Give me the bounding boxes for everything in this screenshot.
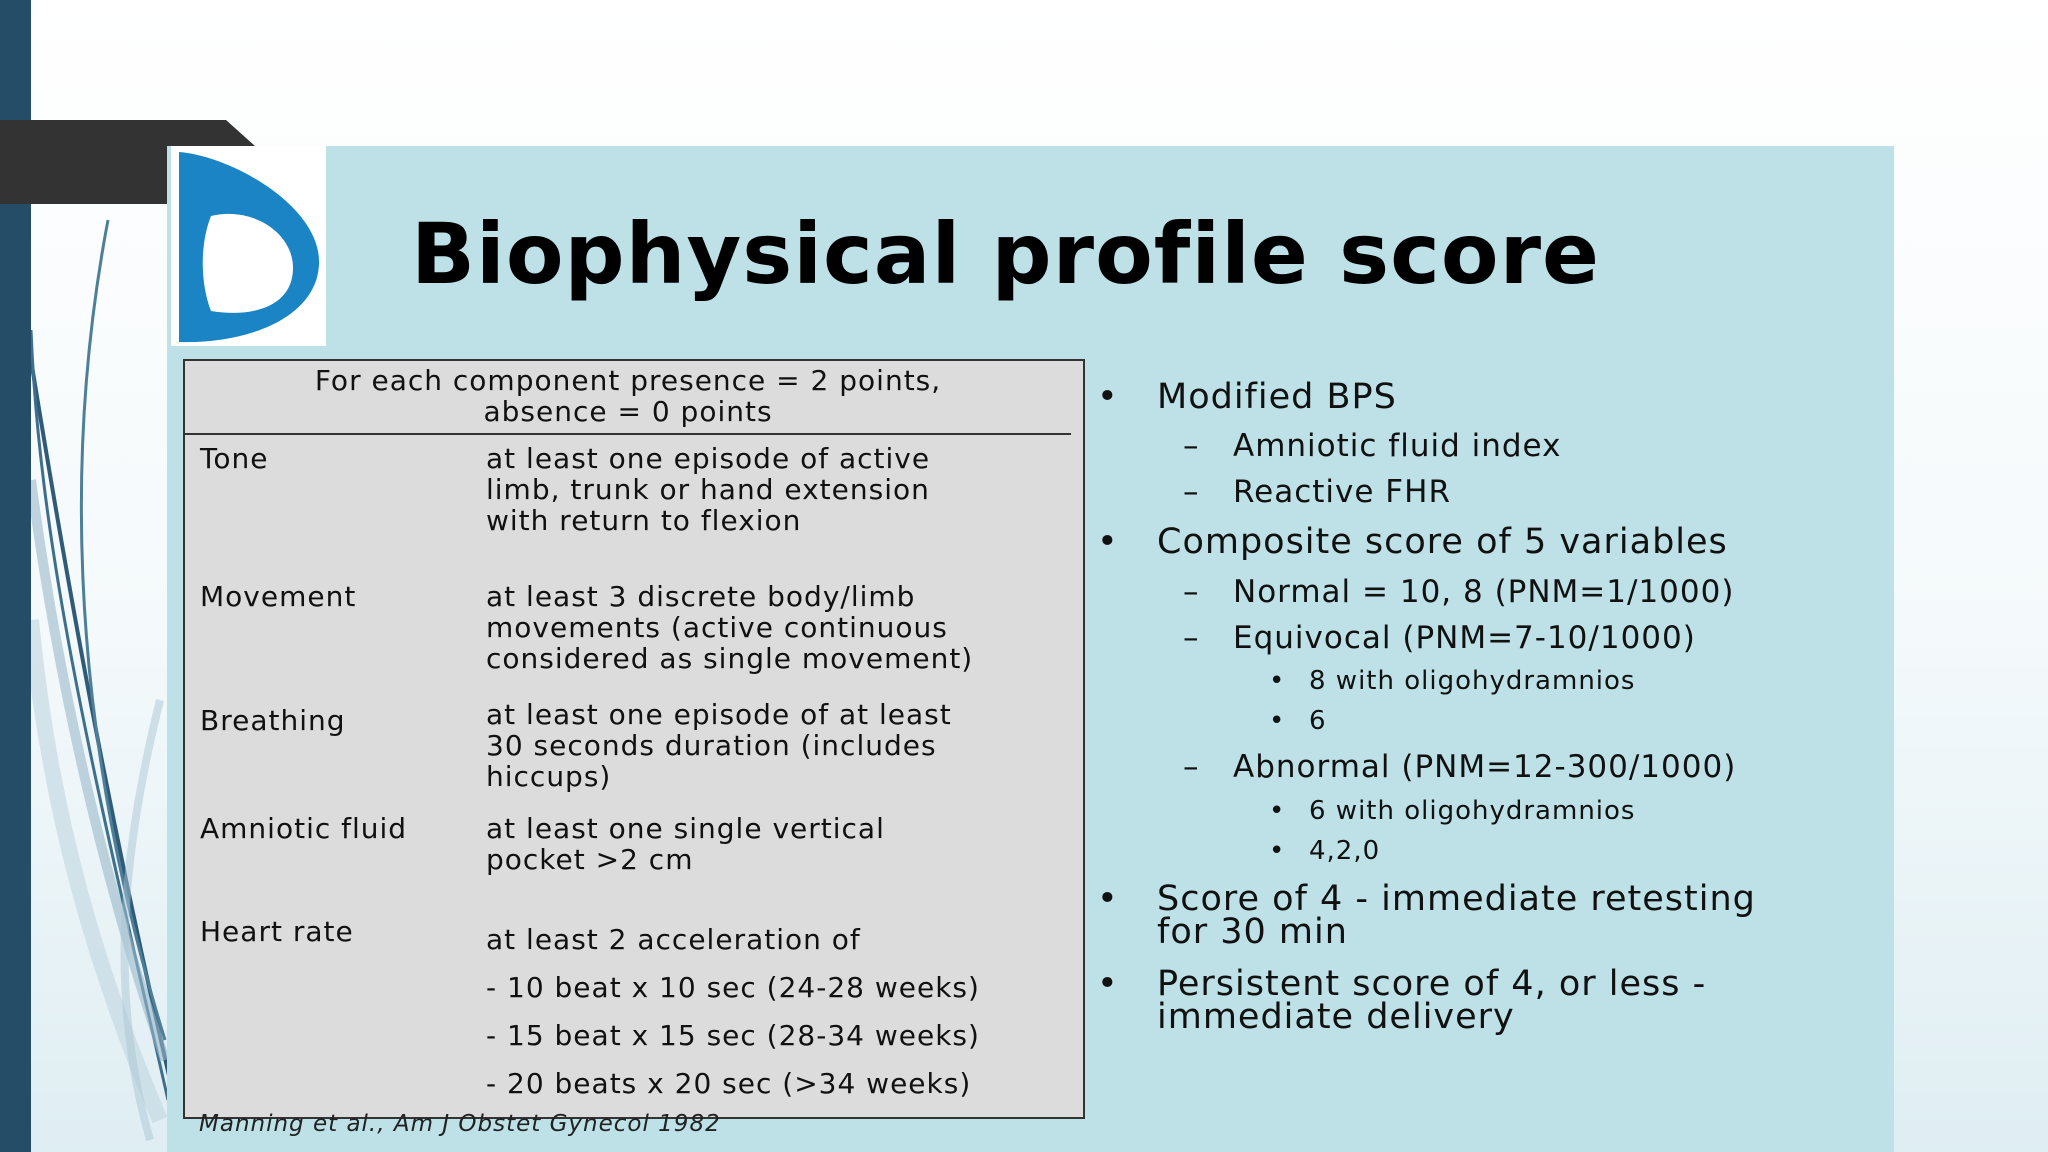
row-desc-line: - 20 beats x 20 sec (>34 weeks) <box>486 1067 972 1100</box>
table-header-line: absence = 0 points <box>483 395 773 428</box>
row-desc-line: considered as single movement) <box>486 642 974 675</box>
row-label-amniotic-fluid: Amniotic fluid <box>200 812 408 845</box>
row-desc-amniotic-fluid <box>486 813 1076 875</box>
row-desc-breathing <box>486 699 1076 792</box>
sub-bullet-abnormal: Abnormal (PNM=12-300/1000) <box>1233 749 1737 785</box>
score-table <box>183 359 1085 1119</box>
dash-marker: – <box>1183 574 1200 610</box>
citation: Manning et al., Am J Obstet Gynecol 1982 <box>199 1111 721 1137</box>
bullet-marker: • <box>1097 964 1119 1004</box>
bullet-marker: • <box>1097 522 1119 562</box>
row-desc-line: at least 3 discrete body/limb <box>486 580 916 613</box>
slide-title: Biophysical profile score <box>411 205 1601 303</box>
sub-bullet-reactive-fhr: Reactive FHR <box>1233 474 1451 510</box>
bullet-score-4: Score of 4 - immediate retesting <box>1157 879 1756 919</box>
dot-marker: • <box>1269 796 1286 826</box>
bullet-marker: • <box>1097 377 1119 417</box>
dash-marker: – <box>1183 620 1200 656</box>
bullet-list <box>1087 146 1887 1152</box>
dash-marker: – <box>1183 428 1200 464</box>
row-label-movement: Movement <box>200 580 357 613</box>
row-label-tone: Tone <box>200 442 269 475</box>
bullet-score-4-cont: for 30 min <box>1157 912 1348 952</box>
sub-bullet-equivocal: Equivocal (PNM=7-10/1000) <box>1233 620 1696 656</box>
row-desc-line: at least one single vertical <box>486 812 885 845</box>
row-desc-line: at least 2 acceleration of <box>486 923 861 956</box>
bullet-modified-bps: Modified BPS <box>1157 377 1397 417</box>
table-header <box>185 365 1071 435</box>
blue-d-logo-icon <box>171 146 326 346</box>
row-label-breathing: Breathing <box>200 704 346 737</box>
sub-sub-bullet: 8 with oligohydramnios <box>1309 666 1636 696</box>
dot-marker: • <box>1269 706 1286 736</box>
table-header-line: For each component presence = 2 points, <box>314 364 942 397</box>
row-desc-line: movements (active continuous <box>486 611 948 644</box>
bullet-composite-score: Composite score of 5 variables <box>1157 522 1728 562</box>
logo <box>171 146 326 346</box>
row-desc-line: at least one episode of at least <box>486 698 952 731</box>
dash-marker: – <box>1183 749 1200 785</box>
dot-marker: • <box>1269 836 1286 866</box>
dot-marker: • <box>1269 666 1286 696</box>
row-desc-line: pocket >2 cm <box>486 843 694 876</box>
sub-bullet-normal: Normal = 10, 8 (PNM=1/1000) <box>1233 574 1735 610</box>
row-desc-line: - 15 beat x 15 sec (28-34 weeks) <box>486 1019 980 1052</box>
sub-sub-bullet: 4,2,0 <box>1309 836 1381 866</box>
row-desc-tone <box>486 443 1076 536</box>
sub-sub-bullet: 6 with oligohydramnios <box>1309 796 1636 826</box>
row-desc-line: at least one episode of active <box>486 442 931 475</box>
sub-sub-bullet: 6 <box>1309 706 1327 736</box>
row-desc-line: with return to flexion <box>486 504 802 537</box>
row-desc-line: - 10 beat x 10 sec (24-28 weeks) <box>486 971 980 1004</box>
row-label-heart-rate: Heart rate <box>200 915 354 948</box>
dash-marker: – <box>1183 474 1200 510</box>
row-desc-heart-rate <box>486 916 1076 1108</box>
bullet-persistent: Persistent score of 4, or less - <box>1157 964 1707 1004</box>
bullet-marker: • <box>1097 879 1119 919</box>
bullet-persistent-cont: immediate delivery <box>1157 997 1515 1037</box>
row-desc-line: hiccups) <box>486 760 612 793</box>
row-desc-line: limb, trunk or hand extension <box>486 473 930 506</box>
sub-bullet-afi: Amniotic fluid index <box>1233 428 1562 464</box>
slide-content <box>167 146 1894 1152</box>
row-desc-movement <box>486 581 1076 674</box>
row-desc-line: 30 seconds duration (includes <box>486 729 937 762</box>
